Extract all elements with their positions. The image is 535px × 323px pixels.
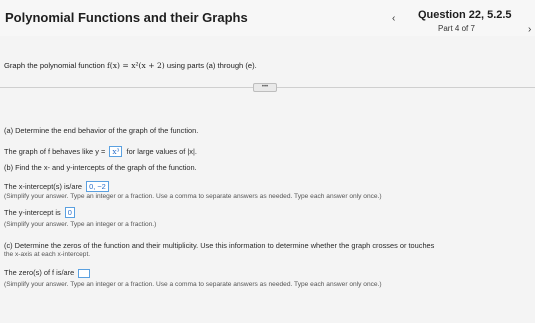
x-intercept-label: The x-intercept(s) is/are	[4, 182, 83, 191]
end-behavior-answer[interactable]: x³	[109, 146, 122, 157]
part-c-heading: (c) Determine the zeros of the function and their multiplicity. Use this information to determine whether the graph crosses or touches	[4, 241, 435, 250]
part-c-heading-cont: the x-axis at each x-intercept.	[4, 251, 91, 258]
y-intercept-label: The y-intercept is	[4, 208, 61, 217]
end-behavior-suffix: for large values of |x|.	[126, 147, 197, 156]
x-intercept-answer[interactable]: 0, −2	[86, 181, 109, 192]
header-bar	[0, 0, 535, 36]
part-b-heading: (b) Find the x- and y-intercepts of the graph of the function.	[4, 163, 197, 172]
zeros-help: (Simplify your answer. Type an integer or a fraction. Use a comma to separate answers as needed. Type each answer only once.)	[4, 281, 382, 288]
page-title: Polynomial Functions and their Graphs	[5, 10, 248, 25]
zeros-line	[4, 268, 90, 278]
end-behavior-prefix: The graph of f behaves like y =	[4, 147, 106, 156]
end-behavior-line	[4, 146, 197, 157]
stem-prefix: Graph the polynomial function	[4, 61, 107, 70]
zeros-label: The zero(s) of f is/are	[4, 268, 75, 277]
stem-suffix: using parts (a) through (e).	[164, 61, 257, 70]
question-part: Part 4 of 7	[438, 24, 475, 33]
function-expression: f(x) = x²(x + 2)	[107, 61, 165, 70]
zeros-input[interactable]	[78, 269, 90, 278]
x-intercept-help: (Simplify your answer. Type an integer or a fraction. Use a comma to separate answers as needed. Type each answer only once.)	[4, 193, 382, 200]
previous-question-icon[interactable]: ‹	[392, 13, 396, 24]
question-number: Question 22, 5.2.5	[418, 9, 512, 21]
x-intercept-line	[4, 181, 111, 192]
expand-button[interactable]: •••	[253, 83, 277, 92]
part-a-heading: (a) Determine the end behavior of the graph of the function.	[4, 126, 199, 135]
question-stem	[4, 61, 257, 70]
y-intercept-line	[4, 207, 77, 218]
next-question-icon[interactable]: ›	[528, 24, 532, 35]
y-intercept-answer[interactable]: 0	[65, 207, 75, 218]
y-intercept-help: (Simplify your answer. Type an integer or a fraction.)	[4, 221, 157, 228]
